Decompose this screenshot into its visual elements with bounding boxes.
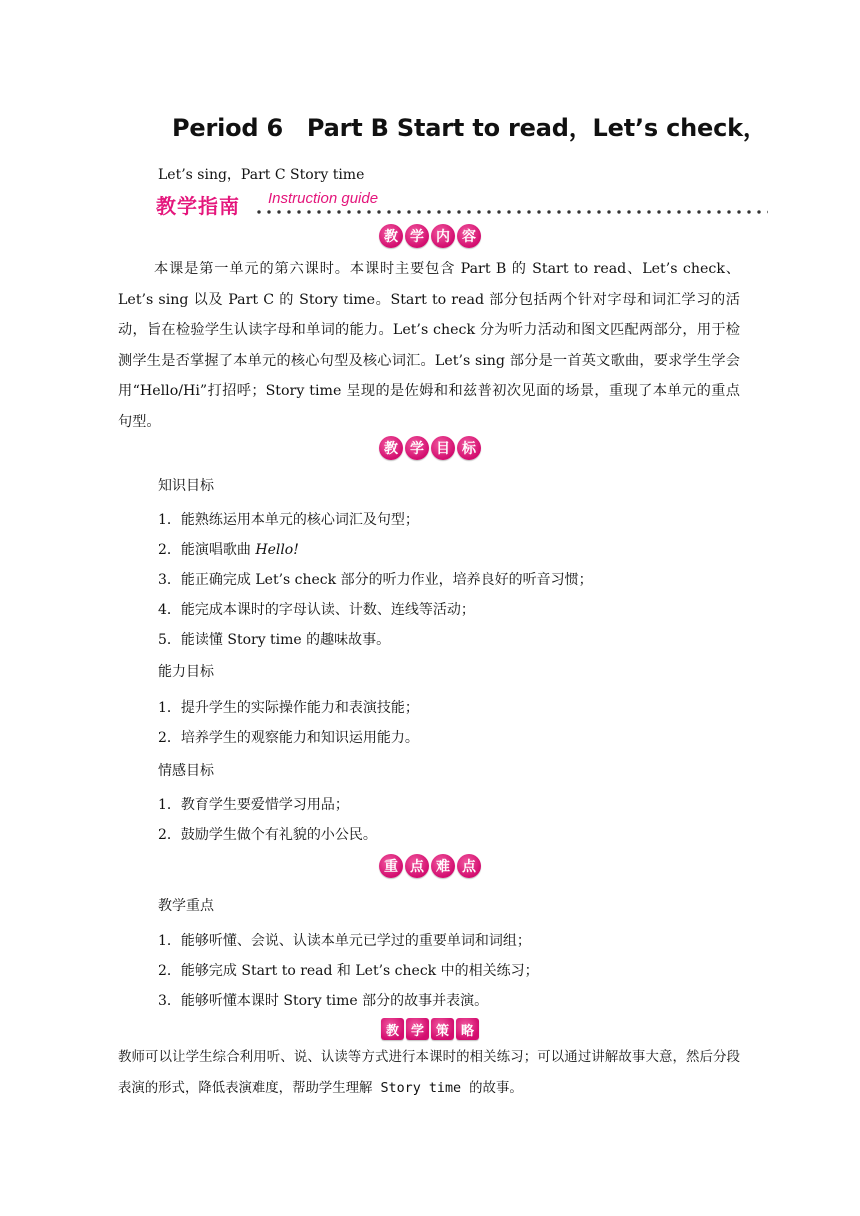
badge-char: 教 [381,1018,404,1040]
badge-char: 内 [431,224,455,248]
ability-goals-heading: 能力目标 [158,664,214,680]
content-paragraph: 本课是第一单元的第六课时。本课时主要包含 Part B 的 Start to read、Let’s check、Let’s sing 以及 Part C 的 Story time。Start to read 部分包括两个针对字母和词汇学习的活动，旨在检验学生认读字母和单词的能力。Let’s check 分为听力活动和图文匹配两部分，用于检测学生是否掌握了本单元的核心句型及核心词汇。Let’s sing 部分是一首英文歌曲，要求学生学会用“Hello/Hi”打招呼；Story time 呈现的是佐姆和和兹普初次见面的场景，重现了本单元的重点句型。 [118,261,740,430]
badge-char: 重 [379,854,403,878]
emotion-goals-heading: 情感目标 [158,763,214,779]
knowledge-goals-heading: 知识目标 [158,478,214,494]
section-badge-goals [379,436,481,460]
section-badge-strategy [381,1018,479,1040]
strategy-paragraph: 教师可以让学生综合利用听、说、认读等方式进行本课时的相关练习；可以通过讲解故事大意，然后分段表演的形式，降低表演难度，帮助学生理解 Story time 的故事。 [118,1050,740,1096]
instruction-guide-banner [156,188,768,220]
badge-char: 学 [405,436,429,460]
badge-char: 点 [457,854,481,878]
song-title: Hello! [255,542,299,558]
badge-char: 教 [379,436,403,460]
list-item: 1．教育学生要爱惜学习用品； [158,797,349,813]
list-item [158,539,299,559]
list-item: 3．能够听懂本课时 Story time 部分的故事并表演。 [158,993,489,1009]
badge-char: 点 [405,854,429,878]
dotted-divider [254,209,768,215]
list-item: 1．提升学生的实际操作能力和表演技能； [158,700,419,716]
badge-char: 学 [406,1018,429,1040]
page-subtitle: Let’s sing，Part C Story time [158,167,365,183]
list-item: 2．鼓励学生做个有礼貌的小公民。 [158,827,377,843]
page-title: Period 6 Part B Start to read，Let’s check， [172,114,767,142]
guide-title-cn: 教学指南 [156,194,240,218]
list-item: 1．能熟练运用本单元的核心词汇及句型； [158,512,419,528]
badge-char: 标 [457,436,481,460]
badge-char: 难 [431,854,455,878]
badge-char: 略 [456,1018,479,1040]
list-item: 3．能正确完成 Let’s check 部分的听力作业，培养良好的听音习惯； [158,572,593,588]
list-item: 2．能够完成 Start to read 和 Let’s check 中的相关练习； [158,963,539,979]
list-item: 2．培养学生的观察能力和知识运用能力。 [158,730,419,746]
list-item: 4．能完成本课时的字母认读、计数、连线等活动； [158,602,475,618]
key-points-heading: 教学重点 [158,898,214,914]
badge-char: 容 [457,224,481,248]
badge-char: 目 [431,436,455,460]
section-badge-content [379,224,481,248]
list-item: 5．能读懂 Story time 的趣味故事。 [158,632,391,648]
badge-char: 学 [405,224,429,248]
badge-char: 策 [431,1018,454,1040]
list-item-text: 2．能演唱歌曲 [158,542,256,558]
badge-char: 教 [379,224,403,248]
section-badge-keypoints [379,854,481,878]
guide-title-en: Instruction guide [268,190,379,207]
list-item: 1．能够听懂、会说、认读本单元已学过的重要单词和词组； [158,933,531,949]
